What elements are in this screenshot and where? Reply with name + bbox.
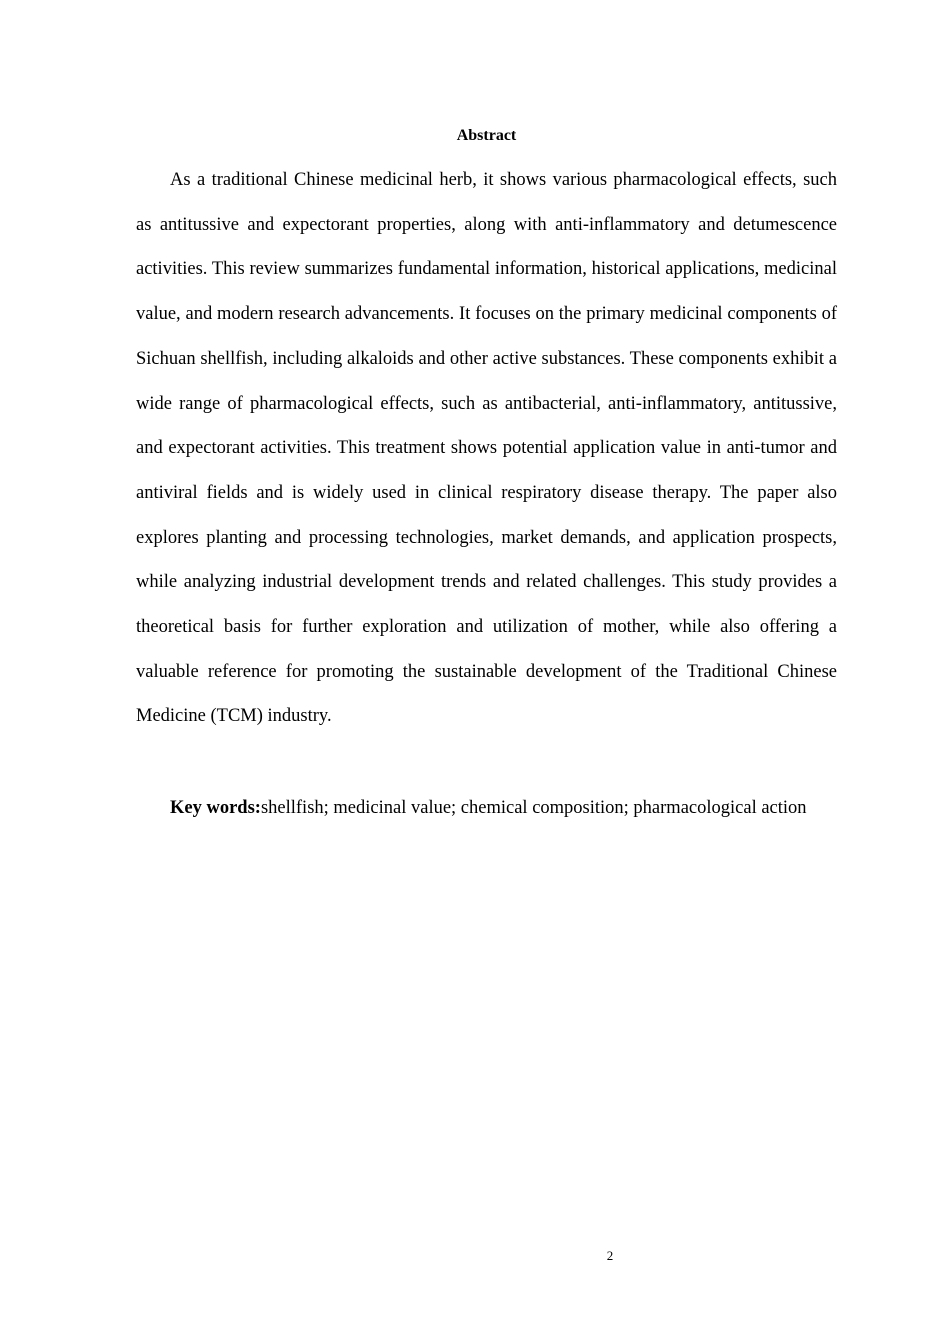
keywords-text: shellfish; medicinal value; chemical composition; pharmacological action — [260, 798, 807, 818]
keywords-label: Key words: — [170, 798, 261, 818]
page-number: 2 — [606, 1248, 614, 1263]
keywords-line — [136, 786, 856, 830]
abstract-title: Abstract — [456, 127, 517, 144]
abstract-body: As a traditional Chinese medicinal herb, it shows various pharmacological effects, such as antitussive and expectorant properties, along with anti-inflammatory and detumescence activities. This review summarizes fundamental information, historical applications, medicinal value, and modern research advancements. It focuses on the primary medicinal components of Sichuan shellfish, including alkaloids and other active substances. These components exhibit a wide range of pharmacological effects, such as antibacterial, anti-inflammatory, antitussive, and expectorant activities. This treatment shows potential application value in anti-tumor and antiviral fields and is widely used in clinical respiratory disease therapy. The paper also explores planting and processing technologies, market demands, and application prospects, while analyzing industrial development trends and related challenges. This study provides a theoretical basis for further exploration and utilization of mother, while also offering a valuable reference for promoting the sustainable development of the Traditional Chinese Medicine (TCM) industry. — [136, 170, 837, 727]
